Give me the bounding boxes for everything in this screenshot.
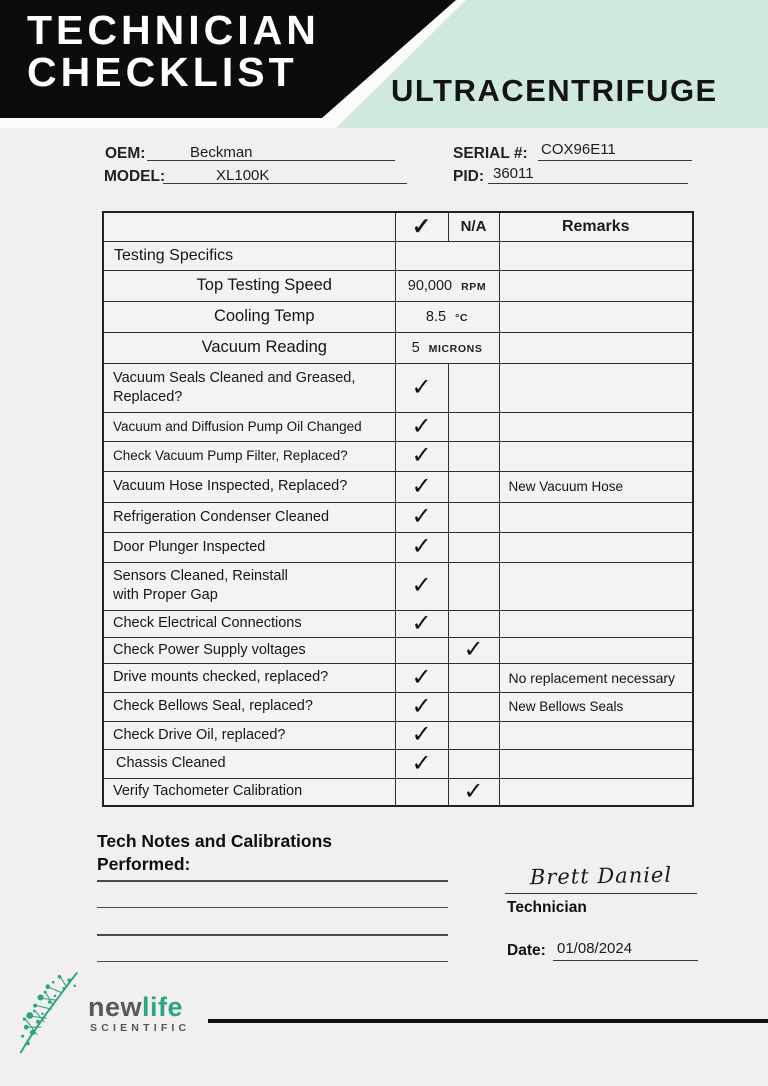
na-cell	[448, 441, 499, 471]
page-title-line1: TECHNICIAN	[27, 7, 320, 53]
notes-heading-line1: Tech Notes and Calibrations	[97, 831, 332, 851]
date-underline	[553, 960, 698, 961]
row-remark	[499, 749, 693, 778]
notes-heading-line2: Performed:	[97, 854, 191, 874]
row-remark	[499, 241, 693, 270]
oem-value: Beckman	[190, 144, 253, 161]
check-cell: ✓	[395, 471, 448, 502]
check-cell: ✓	[395, 532, 448, 562]
row-label-line1: Vacuum Seals Cleaned and Greased,	[113, 369, 356, 386]
row-remark: New Bellows Seals	[499, 692, 693, 721]
row-value: 8.5	[425, 308, 447, 325]
row-value-cell	[395, 332, 499, 363]
footer-divider-bar	[208, 1019, 768, 1023]
check-cell: ✓	[395, 663, 448, 692]
row-label: Check Power Supply voltages	[103, 637, 395, 663]
na-cell	[448, 412, 499, 441]
technician-label: Technician	[507, 899, 587, 916]
check-cell: ✓	[395, 441, 448, 471]
table-row	[103, 332, 693, 363]
row-label: Check Electrical Connections	[103, 610, 395, 637]
na-cell	[448, 502, 499, 532]
row-remark	[499, 332, 693, 363]
row-label	[103, 562, 395, 610]
pid-value: 36011	[493, 165, 534, 182]
row-label	[103, 363, 395, 412]
serial-label: SERIAL #:	[453, 145, 528, 162]
table-row	[103, 692, 693, 721]
row-unit: RPM	[461, 280, 487, 293]
row-label: Check Bellows Seal, replaced?	[103, 692, 395, 721]
row-label: Vacuum Reading	[103, 332, 395, 363]
notes-heading	[97, 830, 332, 876]
row-label: Check Drive Oil, replaced?	[103, 721, 395, 749]
brand-life: life	[142, 992, 184, 1022]
row-label: Drive mounts checked, replaced?	[103, 663, 395, 692]
na-cell	[448, 532, 499, 562]
table-row	[103, 610, 693, 637]
row-label: Refrigeration Condenser Cleaned	[103, 502, 395, 532]
check-cell: ✓	[395, 721, 448, 749]
notes-line	[97, 961, 448, 962]
row-remark	[499, 532, 693, 562]
empty-header-cell	[103, 212, 395, 241]
table-row	[103, 637, 693, 663]
na-cell	[448, 721, 499, 749]
remarks-column-header: Remarks	[499, 212, 693, 241]
row-remark: New Vacuum Hose	[499, 471, 693, 502]
table-row	[103, 412, 693, 441]
table-header-row	[103, 212, 693, 241]
page-title-line2: CHECKLIST	[27, 49, 298, 95]
na-cell	[448, 610, 499, 637]
row-label: Door Plunger Inspected	[103, 532, 395, 562]
notes-line	[97, 934, 448, 936]
row-remark	[499, 441, 693, 471]
na-cell	[448, 692, 499, 721]
na-column-header: N/A	[448, 212, 499, 241]
row-unit: °C	[455, 311, 469, 324]
table-row	[103, 532, 693, 562]
row-remark	[499, 721, 693, 749]
na-cell	[448, 749, 499, 778]
serial-underline	[538, 160, 692, 161]
na-cell	[448, 562, 499, 610]
brand-wordmark	[88, 992, 183, 1023]
row-remark	[499, 562, 693, 610]
check-cell: ✓	[395, 502, 448, 532]
table-row	[103, 721, 693, 749]
row-label-line2: with Proper Gap	[113, 587, 218, 603]
row-remark	[499, 637, 693, 663]
row-label-line1: Sensors Cleaned, Reinstall	[113, 568, 288, 585]
newlife-branch-logo-icon	[10, 966, 100, 1056]
pid-label: PID:	[453, 168, 484, 185]
notes-line	[97, 880, 448, 882]
na-cell: ✓	[448, 778, 499, 806]
header-banner	[0, 0, 768, 128]
row-value: 90,000	[407, 277, 453, 294]
check-cell: ✓	[395, 562, 448, 610]
technician-signature: Brett Daniel	[529, 862, 673, 890]
date-label: Date:	[507, 942, 546, 959]
row-remark	[499, 502, 693, 532]
row-label: Vacuum Hose Inspected, Replaced?	[103, 471, 395, 502]
row-remark	[499, 301, 693, 332]
check-cell	[395, 637, 448, 663]
na-cell	[448, 363, 499, 412]
serial-value: COX96E11	[541, 141, 616, 158]
row-label: Chassis Cleaned	[103, 749, 395, 778]
model-label: MODEL:	[104, 168, 166, 185]
row-value-cell	[395, 301, 499, 332]
table-row	[103, 749, 693, 778]
row-remark: No replacement necessary	[499, 663, 693, 692]
na-cell	[448, 663, 499, 692]
page-subtitle: ULTRACENTRIFUGE	[391, 73, 718, 108]
row-value-cell	[395, 241, 499, 270]
model-value: XL100K	[216, 167, 270, 184]
table-row	[103, 778, 693, 806]
page-title	[27, 9, 320, 93]
row-remark	[499, 270, 693, 301]
row-value: 5	[411, 339, 420, 356]
na-cell: ✓	[448, 637, 499, 663]
table-row	[103, 663, 693, 692]
table-row	[103, 270, 693, 301]
row-label: Cooling Temp	[103, 301, 395, 332]
check-cell: ✓	[395, 610, 448, 637]
row-label: Testing Specifics	[103, 241, 395, 270]
row-remark	[499, 778, 693, 806]
table-row	[103, 441, 693, 471]
date-value: 01/08/2024	[557, 940, 633, 957]
row-remark	[499, 412, 693, 441]
check-cell: ✓	[395, 363, 448, 412]
oem-underline	[147, 160, 395, 161]
row-label: Check Vacuum Pump Filter, Replaced?	[103, 441, 395, 471]
table-row	[103, 301, 693, 332]
model-underline	[163, 183, 407, 184]
table-row	[103, 363, 693, 412]
row-remark	[499, 363, 693, 412]
table-row	[103, 241, 693, 270]
table-row	[103, 471, 693, 502]
check-cell: ✓	[395, 749, 448, 778]
brand-scientific: SCIENTIFIC	[90, 1022, 191, 1034]
brand-new: new	[88, 992, 143, 1022]
signature-line	[505, 893, 697, 894]
check-cell	[395, 778, 448, 806]
table-row	[103, 502, 693, 532]
oem-label: OEM:	[105, 145, 146, 162]
table-row	[103, 562, 693, 610]
na-cell	[448, 471, 499, 502]
check-cell: ✓	[395, 692, 448, 721]
check-column-header: ✓	[395, 212, 448, 241]
row-value-cell	[395, 270, 499, 301]
notes-line	[97, 907, 448, 908]
row-label-line2: Replaced?	[113, 388, 183, 405]
row-label: Top Testing Speed	[103, 270, 395, 301]
row-remark	[499, 610, 693, 637]
pid-underline	[488, 183, 688, 184]
row-label: Vacuum and Diffusion Pump Oil Changed	[103, 412, 395, 441]
checklist-table	[102, 211, 694, 807]
check-cell: ✓	[395, 412, 448, 441]
row-label: Verify Tachometer Calibration	[103, 778, 395, 806]
row-unit: MICRONS	[428, 342, 483, 355]
